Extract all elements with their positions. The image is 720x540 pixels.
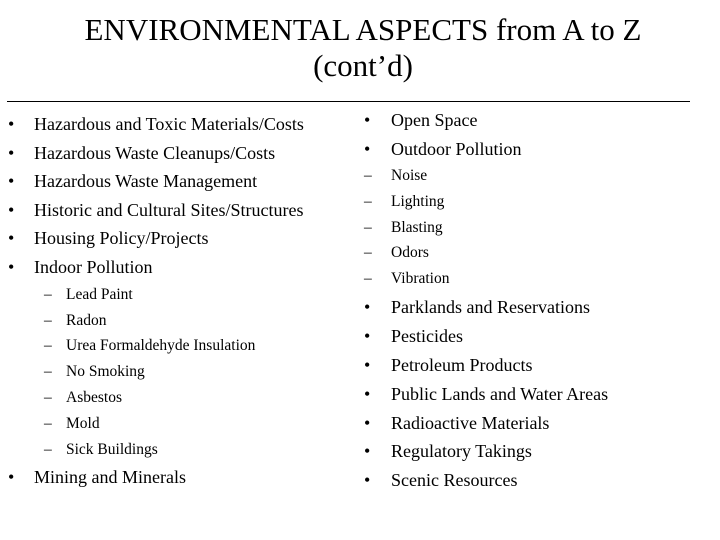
left-list-item-label: Hazardous Waste Cleanups/Costs <box>34 143 276 163</box>
left-list-item-label: Hazardous and Toxic Materials/Costs <box>34 114 304 134</box>
dash-icon: – <box>364 193 372 210</box>
right-list-item-label: Outdoor Pollution <box>391 139 522 159</box>
dash-icon: – <box>44 286 52 303</box>
bullet-icon: • <box>364 441 371 461</box>
right-list-item-label: Regulatory Takings <box>391 441 532 461</box>
bullet-icon: • <box>8 171 15 191</box>
dash-icon: – <box>364 270 372 287</box>
bullet-icon: • <box>8 257 15 277</box>
left-sub-item-label: Mold <box>66 415 100 432</box>
left-list-item-label: Historic and Cultural Sites/Structures <box>34 200 304 220</box>
bullet-icon: • <box>364 139 371 159</box>
title-line-2: (cont’d) <box>313 48 413 83</box>
left-list-item-label: Indoor Pollution <box>34 257 153 277</box>
dash-icon: – <box>364 219 372 236</box>
bullet-icon: • <box>364 470 371 490</box>
bullet-icon: • <box>364 297 371 317</box>
right-list-item-label: Radioactive Materials <box>391 413 550 433</box>
right-list-item-label: Petroleum Products <box>391 355 533 375</box>
left-sub-item-label: Urea Formaldehyde Insulation <box>66 337 256 354</box>
bullet-icon: • <box>8 200 15 220</box>
right-sub-item-label: Lighting <box>391 193 445 210</box>
right-sub-item-label: Odors <box>391 244 429 261</box>
left-sub-item-label: Sick Buildings <box>66 441 158 458</box>
left-sub-item-label: Asbestos <box>66 389 122 406</box>
bullet-icon: • <box>364 110 371 130</box>
bullet-icon: • <box>8 228 15 248</box>
bullet-icon: • <box>364 413 371 433</box>
left-sub-item-label: Lead Paint <box>66 286 133 303</box>
right-sub-item-label: Noise <box>391 167 428 184</box>
dash-icon: – <box>44 337 52 354</box>
left-sub-item-label: No Smoking <box>66 363 145 380</box>
bullet-icon: • <box>364 384 371 404</box>
slide-title <box>0 12 720 84</box>
left-list-item-label: Hazardous Waste Management <box>34 171 258 191</box>
dash-icon: – <box>364 244 372 261</box>
left-list-item-label: Mining and Minerals <box>34 467 186 487</box>
right-list-item-label: Public Lands and Water Areas <box>391 384 609 404</box>
bullet-icon: • <box>8 114 15 134</box>
dash-icon: – <box>364 167 372 184</box>
dash-icon: – <box>44 415 52 432</box>
left-sub-item-label: Radon <box>66 312 107 329</box>
left-list-item-label: Housing Policy/Projects <box>34 228 209 248</box>
right-sub-item-label: Blasting <box>391 219 443 236</box>
dash-icon: – <box>44 363 52 380</box>
dash-icon: – <box>44 389 52 406</box>
bullet-icon: • <box>8 143 15 163</box>
title-line-1: ENVIRONMENTAL ASPECTS from A to Z <box>84 12 642 47</box>
right-list-item-label: Scenic Resources <box>391 470 518 490</box>
bullet-icon: • <box>364 355 371 375</box>
right-list-item-label: Pesticides <box>391 326 463 346</box>
bullet-icon: • <box>8 467 15 487</box>
title-divider <box>7 101 690 102</box>
dash-icon: – <box>44 312 52 329</box>
right-list-item-label: Parklands and Reservations <box>391 297 590 317</box>
dash-icon: – <box>44 441 52 458</box>
right-list-item-label: Open Space <box>391 110 478 130</box>
right-sub-item-label: Vibration <box>391 270 450 287</box>
bullet-icon: • <box>364 326 371 346</box>
